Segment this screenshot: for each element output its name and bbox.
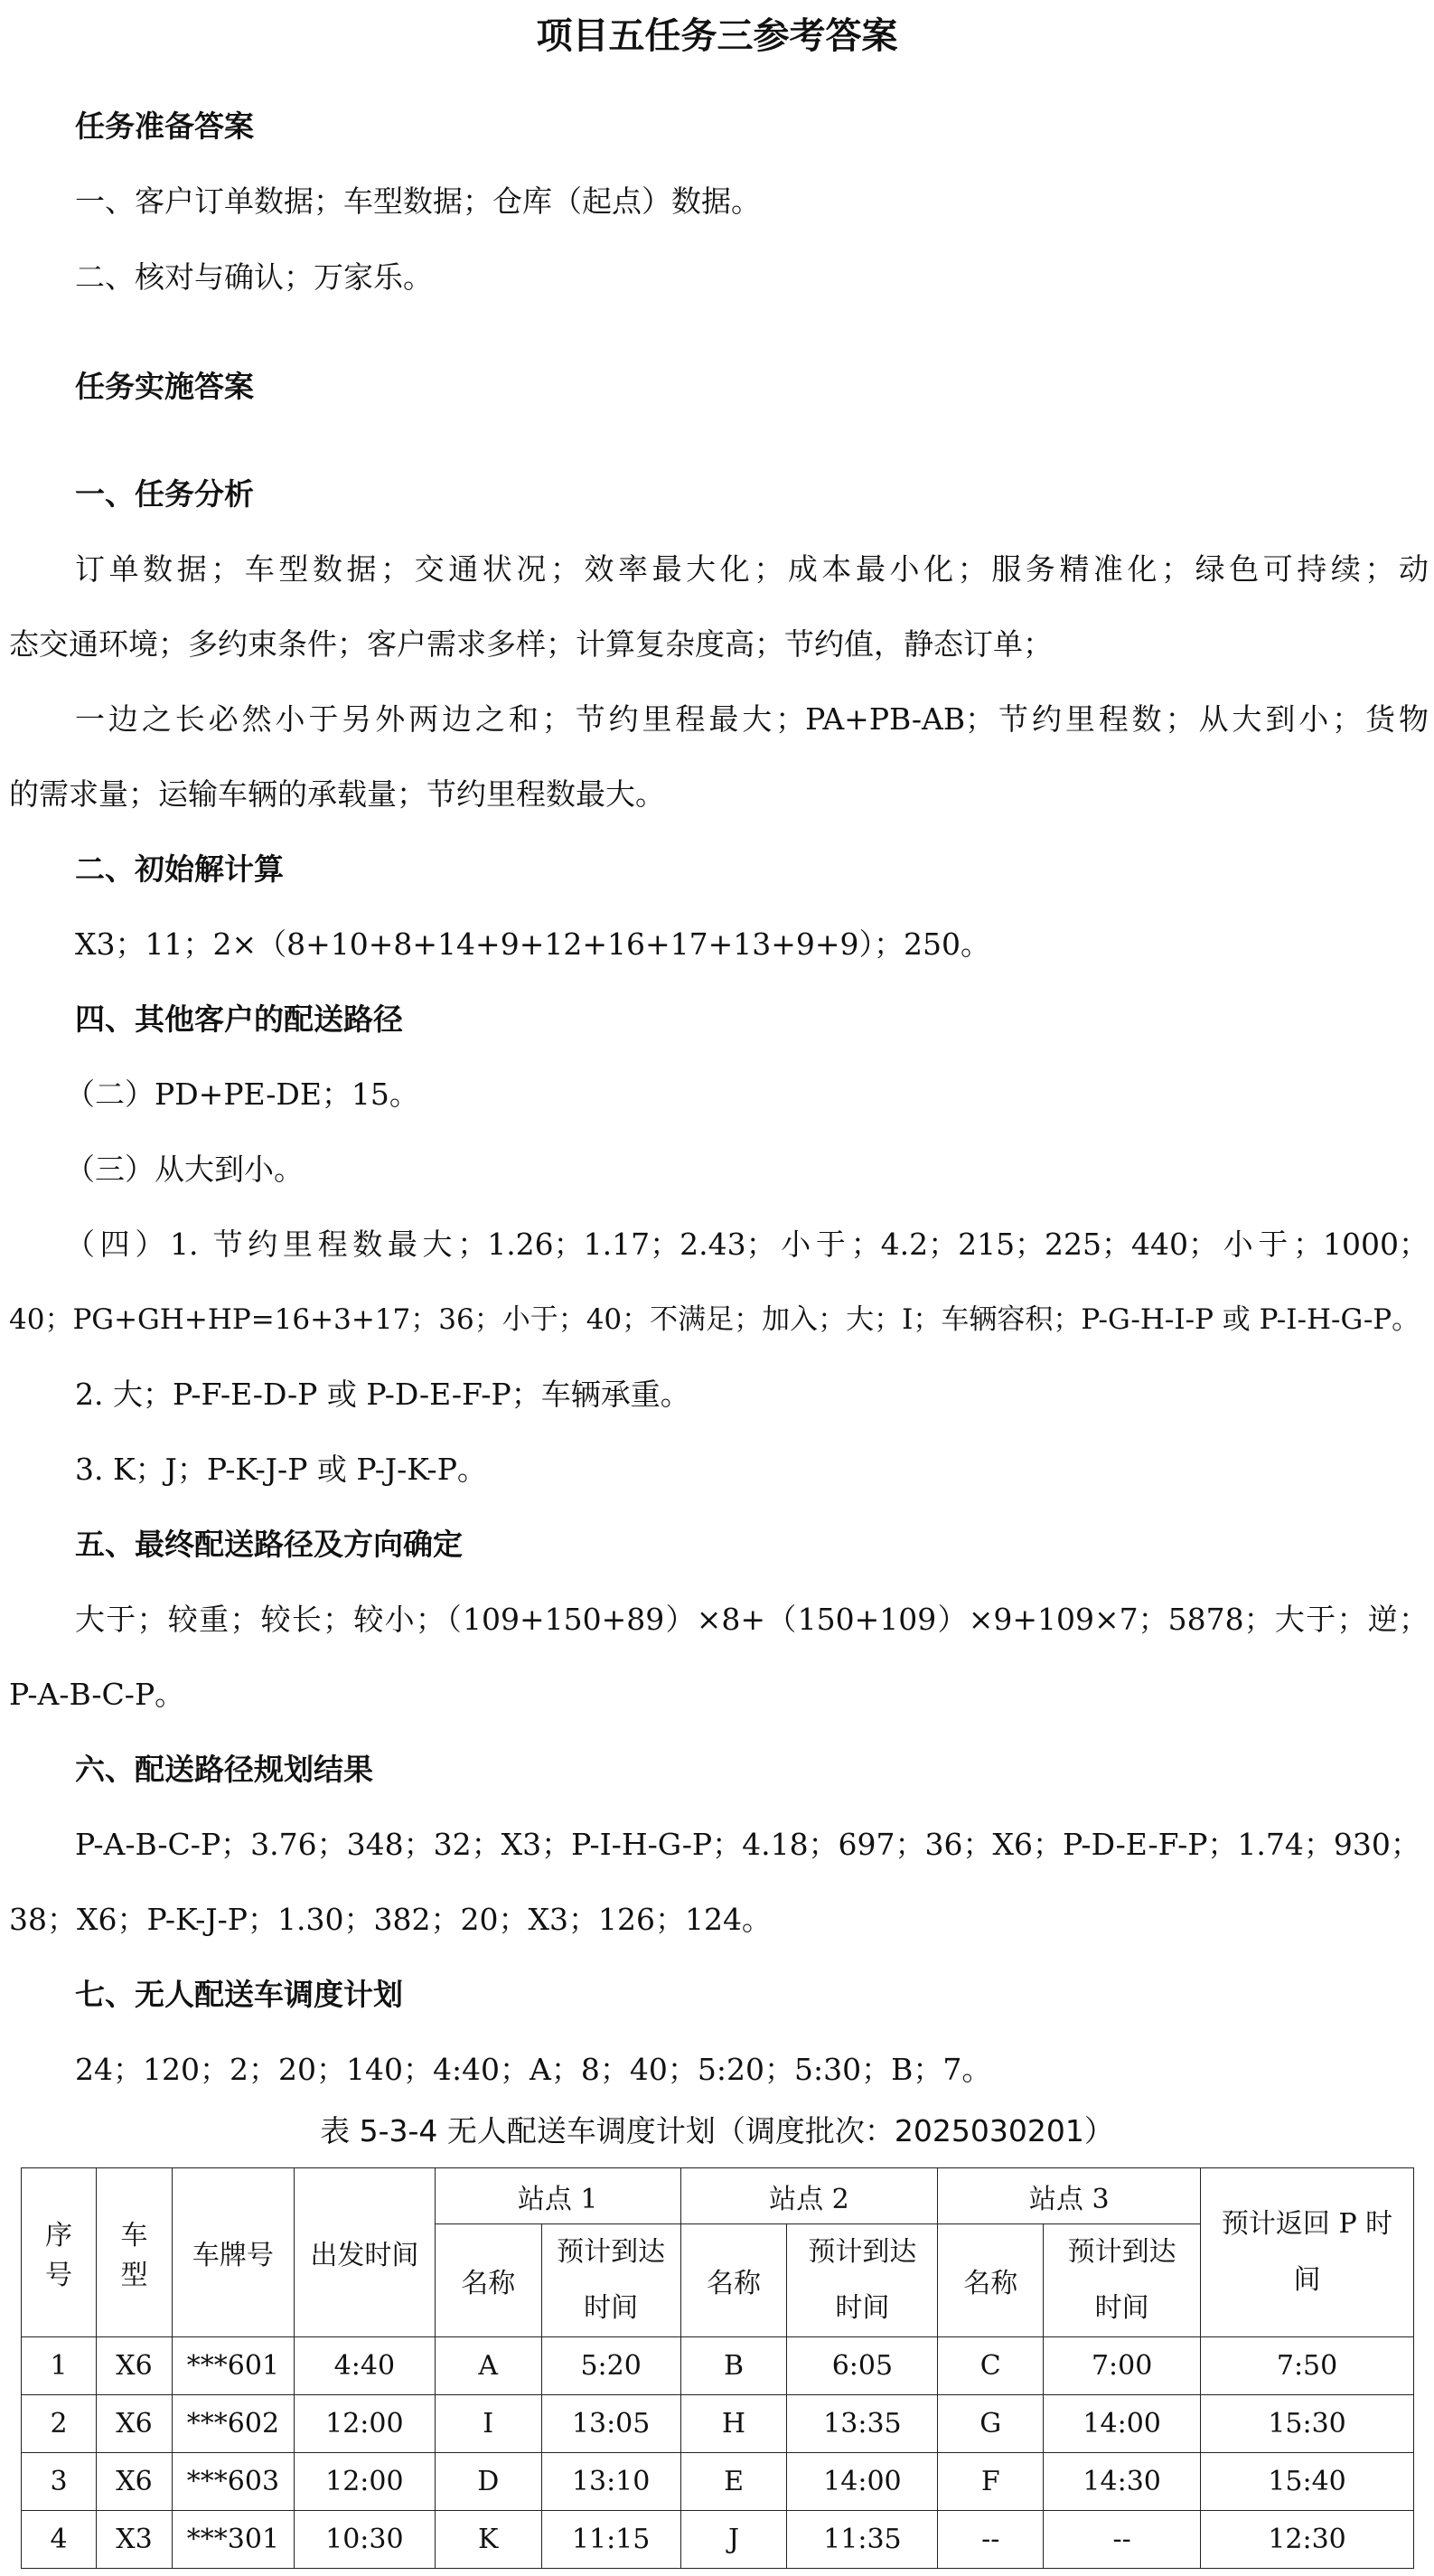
cell-type: X3 xyxy=(96,2511,172,2569)
header-name-3: 名称 xyxy=(938,2224,1044,2337)
page-title: 项目五任务三参考答案 xyxy=(536,15,898,57)
header-site-3: 站点 3 xyxy=(938,2168,1201,2224)
cell-return: 15:40 xyxy=(1201,2453,1414,2511)
header-plate: 车牌号 xyxy=(172,2168,294,2337)
header-eta-3: 预计到达时间 xyxy=(1044,2224,1201,2337)
cell-site2-eta: 11:35 xyxy=(787,2511,938,2569)
cell-plate: ***602 xyxy=(172,2395,294,2453)
dispatch-table xyxy=(21,2167,1414,2569)
cell-type: X6 xyxy=(96,2337,172,2395)
cell-site1-name: K xyxy=(435,2511,541,2569)
cell-site1-name: A xyxy=(435,2337,541,2395)
cell-seq: 3 xyxy=(22,2453,97,2511)
cell-depart: 4:40 xyxy=(294,2337,435,2395)
cell-site2-eta: 14:00 xyxy=(787,2453,938,2511)
header-eta-2: 预计到达时间 xyxy=(787,2224,938,2337)
cell-seq: 4 xyxy=(22,2511,97,2569)
cell-plate: ***603 xyxy=(172,2453,294,2511)
section-2-para: X3；11；2×（8+10+8+14+9+12+16+17+13+9+9）；250。 xyxy=(75,926,991,962)
table-caption: 表 5-3-4 无人配送车调度计划（调度批次：2025030201） xyxy=(320,2113,1114,2148)
header-site-2: 站点 2 xyxy=(680,2168,938,2224)
cell-return: 7:50 xyxy=(1201,2337,1414,2395)
cell-site3-name: F xyxy=(938,2453,1044,2511)
cell-depart: 12:00 xyxy=(294,2453,435,2511)
cell-site3-eta: 14:00 xyxy=(1044,2395,1201,2453)
cell-site3-name: G xyxy=(938,2395,1044,2453)
cell-type: X6 xyxy=(96,2453,172,2511)
header-depart: 出发时间 xyxy=(294,2168,435,2337)
header-site-1: 站点 1 xyxy=(435,2168,680,2224)
cell-site2-eta: 13:35 xyxy=(787,2395,938,2453)
cell-site2-name: E xyxy=(680,2453,787,2511)
header-seq: 序号 xyxy=(22,2168,97,2337)
cell-site2-name: B xyxy=(680,2337,787,2395)
cell-site2-eta: 6:05 xyxy=(787,2337,938,2395)
header-name-2: 名称 xyxy=(680,2224,787,2337)
section-1-para-2b: 的需求量；运输车辆的承载量；节约里程数最大。 xyxy=(9,776,665,812)
cell-site1-eta: 11:15 xyxy=(541,2511,680,2569)
section-4-title: 四、其他客户的配送路径 xyxy=(75,1001,403,1037)
header-return: 预计返回 P 时间 xyxy=(1201,2168,1414,2337)
cell-depart: 10:30 xyxy=(294,2511,435,2569)
cell-return: 15:30 xyxy=(1201,2395,1414,2453)
section-1-para-2a: 一边之长必然小于另外两边之和；节约里程最大；PA+PB-AB；节约里程数；从大到小；货物 xyxy=(75,701,1429,737)
prep-line-2: 二、核对与确认；万家乐。 xyxy=(75,259,433,295)
section-1-title: 一、任务分析 xyxy=(75,476,254,512)
cell-site1-name: D xyxy=(435,2453,541,2511)
table-row xyxy=(22,2337,1414,2395)
section-5-para-b: P-A-B-C-P。 xyxy=(9,1677,185,1712)
table-row xyxy=(22,2511,1414,2569)
cell-depart: 12:00 xyxy=(294,2395,435,2453)
cell-type: X6 xyxy=(96,2395,172,2453)
section-6-title: 六、配送路径规划结果 xyxy=(75,1752,373,1787)
prep-line-1: 一、客户订单数据；车型数据；仓库（起点）数据。 xyxy=(75,183,761,219)
section-4-para-2: （三）从大到小。 xyxy=(65,1152,304,1187)
section-1-para-1a: 订单数据；车型数据；交通状况；效率最大化；成本最小化；服务精准化；绿色可持续；动 xyxy=(75,551,1429,587)
section-7-title: 七、无人配送车调度计划 xyxy=(75,1977,403,2012)
impl-heading: 任务实施答案 xyxy=(75,369,254,404)
header-name-1: 名称 xyxy=(435,2224,541,2337)
cell-site3-eta: 14:30 xyxy=(1044,2453,1201,2511)
section-4-para-4: 2. 大；P-F-E-D-P 或 P-D-E-F-P；车辆承重。 xyxy=(75,1377,690,1412)
section-4-para-5: 3. K；J；P-K-J-P 或 P-J-K-P。 xyxy=(75,1452,487,1487)
cell-plate: ***301 xyxy=(172,2511,294,2569)
section-1-para-1b: 态交通环境；多约束条件；客户需求多样；计算复杂度高；节约值，静态订单； xyxy=(9,626,1053,662)
cell-site1-eta: 13:05 xyxy=(541,2395,680,2453)
cell-site2-name: J xyxy=(680,2511,787,2569)
section-4-para-3b: 40；PG+GH+HP=16+3+17；36；小于；40；不满足；加入；大；I；车辆容积；P-G-H-I-P 或 P-I-H-G-P。 xyxy=(9,1303,1420,1336)
cell-site1-eta: 13:10 xyxy=(541,2453,680,2511)
header-type: 车型 xyxy=(96,2168,172,2337)
cell-site3-name: C xyxy=(938,2337,1044,2395)
section-6-para-b: 38；X6；P-K-J-P；1.30；382；20；X3；126；124。 xyxy=(9,1902,772,1937)
section-7-para: 24；120；2；20；140；4:40；A；8；40；5:20；5:30；B；7。 xyxy=(75,2052,992,2087)
cell-site1-name: I xyxy=(435,2395,541,2453)
cell-seq: 1 xyxy=(22,2337,97,2395)
cell-plate: ***601 xyxy=(172,2337,294,2395)
section-5-title: 五、最终配送路径及方向确定 xyxy=(75,1527,463,1562)
prep-heading: 任务准备答案 xyxy=(75,108,254,144)
section-6-para-a: P-A-B-C-P；3.76；348；32；X3；P-I-H-G-P；4.18；697；36；X6；P-D-E-F-P；1.74；930； xyxy=(75,1827,1420,1862)
cell-return: 12:30 xyxy=(1201,2511,1414,2569)
table-row xyxy=(22,2453,1414,2511)
section-2-title: 二、初始解计算 xyxy=(75,851,284,887)
table-row xyxy=(22,2395,1414,2453)
section-4-para-1: （二）PD+PE-DE；15。 xyxy=(65,1076,419,1112)
cell-site3-eta: 7:00 xyxy=(1044,2337,1201,2395)
cell-site1-eta: 5:20 xyxy=(541,2337,680,2395)
section-4-para-3a: （四）1. 节约里程数最大；1.26；1.17；2.43；小于；4.2；215；225；440；小于；1000； xyxy=(65,1227,1429,1262)
cell-site2-name: H xyxy=(680,2395,787,2453)
section-5-para-a: 大于；较重；较长；较小；（109+150+89）×8+（150+109）×9+109×7；5878；大于；逆； xyxy=(75,1602,1429,1637)
header-eta-1: 预计到达时间 xyxy=(541,2224,680,2337)
cell-seq: 2 xyxy=(22,2395,97,2453)
cell-site3-eta: -- xyxy=(1044,2511,1201,2569)
cell-site3-name: -- xyxy=(938,2511,1044,2569)
